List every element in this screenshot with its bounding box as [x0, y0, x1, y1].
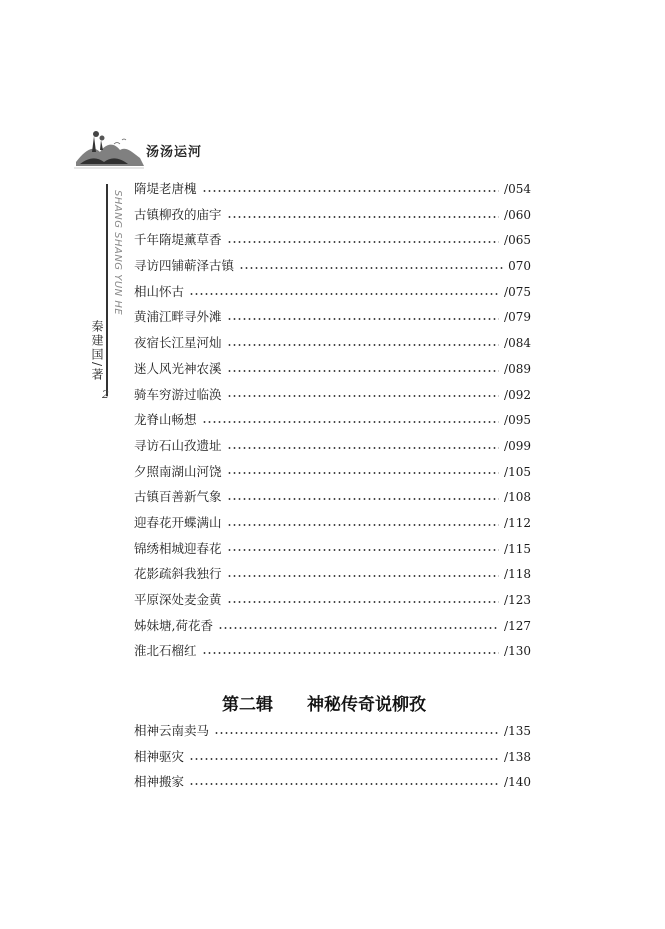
ink-landscape-illustration: [74, 122, 146, 172]
dot-leader: [214, 732, 499, 734]
dot-leader: [227, 318, 500, 320]
toc-entry[interactable]: [134, 769, 531, 795]
toc-entry-title: 隋堤老唐槐: [134, 181, 197, 196]
dot-leader: [227, 524, 500, 526]
toc-entry[interactable]: [134, 638, 531, 664]
toc-entry-page: /130: [504, 644, 531, 659]
toc-entry-page: /140: [504, 775, 531, 790]
toc-entry-page: /138: [504, 749, 531, 764]
dot-leader: [227, 370, 500, 372]
toc-entry-page: /112: [504, 515, 531, 530]
dot-leader: [202, 190, 500, 192]
toc-entry-page: /092: [504, 387, 531, 402]
dot-leader: [227, 472, 500, 474]
toc-entry-page: /079: [504, 310, 531, 325]
toc-entry-title: 骑车穷游过临涣: [134, 386, 222, 402]
toc-entry-title: 夜宿长江星河灿: [134, 335, 222, 351]
toc-entry[interactable]: [134, 613, 531, 639]
section-heading: [222, 690, 426, 715]
toc-entry-title: 迷人风光神农溪: [134, 360, 222, 376]
dot-leader: [202, 652, 500, 654]
dot-leader: [202, 421, 500, 423]
dot-leader: [227, 549, 500, 551]
dot-leader: [239, 267, 503, 269]
dot-leader: [227, 395, 500, 397]
toc-entry[interactable]: [134, 176, 531, 202]
toc-entry-page: /054: [504, 182, 531, 196]
toc-entry-page: /127: [504, 618, 531, 633]
toc-entry[interactable]: [134, 744, 531, 770]
sidebar-rule: [106, 184, 108, 396]
toc-entry[interactable]: [134, 484, 531, 510]
book-title: 汤汤运河: [146, 145, 203, 160]
toc-entry-page: /075: [504, 284, 531, 299]
toc-entry-page: /108: [504, 490, 531, 505]
toc-entry[interactable]: [134, 382, 531, 408]
toc-entry-title: 平原深处麦金黄: [134, 592, 222, 607]
toc-entry-page: /118: [504, 567, 531, 582]
book-title-pinyin: SHANG SHANG YUN HE: [112, 190, 123, 316]
toc-entry-page: /065: [504, 233, 531, 248]
toc-entry-title: 龙脊山畅想: [134, 412, 197, 428]
toc-entry-title: 锦绣相城迎春花: [134, 540, 222, 556]
dot-leader: [189, 293, 499, 295]
toc-entry-title: 姊妹塘,荷花香: [134, 617, 213, 633]
dot-leader: [227, 575, 500, 577]
dot-leader: [227, 498, 500, 500]
dot-leader: [227, 447, 500, 449]
dot-leader: [227, 241, 500, 243]
toc-entry-title: 相神驱灾: [134, 748, 185, 764]
toc-entry-title: 寻访石山孜遗址: [134, 437, 222, 453]
toc-entry-title: 淮北石榴红: [134, 643, 197, 659]
table-of-contents: [134, 176, 531, 664]
author-credit: 秦建国/著: [90, 320, 104, 383]
toc-entry-title: 古镇柳孜的庙宇: [134, 206, 222, 222]
toc-entry[interactable]: [134, 330, 531, 356]
toc-entry[interactable]: [134, 279, 531, 305]
table-of-contents-section-2: [134, 718, 531, 795]
toc-entry[interactable]: [134, 587, 531, 613]
toc-entry[interactable]: [134, 227, 531, 253]
dot-leader: [227, 216, 500, 218]
toc-entry[interactable]: [134, 253, 531, 279]
toc-entry-page: /105: [504, 464, 531, 479]
toc-entry-title: 相山怀古: [134, 283, 185, 299]
section-title: 神秘传奇说柳孜: [307, 695, 426, 715]
toc-entry[interactable]: [134, 433, 531, 459]
dot-leader: [189, 758, 499, 760]
toc-entry-title: 相神搬家: [134, 774, 185, 790]
toc-entry-page: /084: [504, 336, 531, 351]
section-label: 第二辑: [222, 695, 273, 715]
dot-leader: [218, 627, 499, 629]
toc-entry[interactable]: [134, 304, 531, 330]
toc-entry-title: 迎春花开蝶满山: [134, 514, 222, 530]
toc-entry-page: /135: [504, 724, 531, 738]
toc-entry-title: 夕照南湖山河饶: [134, 463, 222, 479]
toc-entry-page: /095: [504, 413, 531, 428]
toc-entry-title: 黄浦江畔寻外滩: [134, 309, 222, 325]
toc-entry-title: 相神云南卖马: [134, 723, 210, 738]
toc-entry[interactable]: [134, 407, 531, 433]
toc-entry[interactable]: [134, 202, 531, 228]
toc-entry-page: /123: [504, 593, 531, 607]
toc-entry[interactable]: [134, 459, 531, 485]
toc-entry[interactable]: [134, 356, 531, 382]
toc-entry-title: 千年隋堤薰草香: [134, 232, 222, 248]
page-number: 2: [102, 388, 109, 401]
toc-entry-page: /089: [504, 361, 531, 376]
dot-leader: [189, 783, 499, 785]
dot-leader: [227, 601, 500, 603]
toc-entry-page: /099: [504, 438, 531, 453]
toc-entry-title: 花影疏斜我独行: [134, 566, 222, 582]
toc-entry-title: 古镇百善新气象: [134, 489, 222, 505]
toc-entry-page: 070: [508, 259, 531, 274]
toc-entry[interactable]: [134, 561, 531, 587]
toc-entry-page: /115: [504, 541, 531, 556]
dot-leader: [227, 344, 500, 346]
toc-entry-page: /060: [504, 207, 531, 222]
toc-entry[interactable]: [134, 536, 531, 562]
toc-entry[interactable]: [134, 510, 531, 536]
toc-entry-title: 寻访四铺蕲泽古镇: [134, 258, 235, 274]
toc-entry[interactable]: [134, 718, 531, 744]
